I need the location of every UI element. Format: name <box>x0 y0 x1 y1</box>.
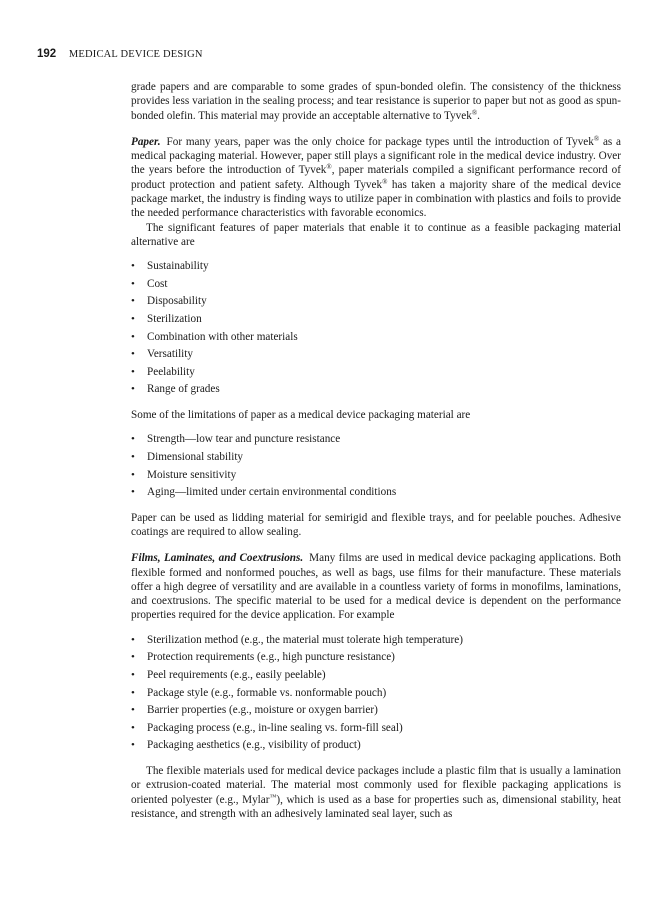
list-item <box>131 737 621 755</box>
bullet-icon: • <box>131 277 135 290</box>
list-item-text: Aging—limited under certain environmental conditions <box>147 486 397 499</box>
list-item <box>131 720 621 738</box>
section-heading-paper: Paper. <box>131 135 161 148</box>
bullet-icon: • <box>131 383 135 396</box>
bullet-icon: • <box>131 739 135 752</box>
bullet-icon: • <box>131 721 135 734</box>
bullet-icon: • <box>131 313 135 326</box>
section-heading-films: Films, Laminates, and Coextrusions. <box>131 552 304 565</box>
list-item-text: Versatility <box>147 348 193 361</box>
list-item-text: Sterilization <box>147 313 202 326</box>
paragraph-limitations-intro: Some of the limitations of paper as a medical device packaging material are <box>131 409 471 422</box>
list-item <box>131 311 621 329</box>
list-item <box>131 702 621 720</box>
bullet-icon: • <box>131 486 135 499</box>
list-item <box>131 685 621 703</box>
bullet-icon: • <box>131 704 135 717</box>
running-head <box>37 47 637 62</box>
list-item <box>131 364 621 382</box>
list-item <box>131 258 621 276</box>
running-title: MEDICAL DEVICE DESIGN <box>68 49 203 60</box>
bullet-icon: • <box>131 686 135 699</box>
list-item <box>131 381 621 399</box>
paragraph-films-text: Many films are used in medical device packaging applications. Both flexible formed and nonformed pouches, as well as bags, use films for their manufacture. These materials offer a high degree of versatility and are available in a countless variety of forms in monofilms, laminations, and coextrusions. The specific material to be used for a medical device is dependent on the performance properties required for the device application. For example <box>131 552 621 622</box>
list-item <box>131 467 621 485</box>
bullet-icon: • <box>131 651 135 664</box>
list-item-text: Dimensional stability <box>147 450 244 463</box>
bullet-icon: • <box>131 633 135 646</box>
paragraph-paper <box>131 135 621 221</box>
paragraph-features-intro: The significant features of paper materials that enable it to continue as a feasible packaging material alternative are <box>131 221 621 248</box>
list-item-text: Protection requirements (e.g., high puncture resistance) <box>147 651 395 664</box>
list-item <box>131 632 621 650</box>
body-text <box>131 80 621 821</box>
paragraph-films <box>131 551 621 622</box>
list-item <box>131 276 621 294</box>
list-item-text: Sustainability <box>147 260 209 273</box>
list-item <box>131 431 621 449</box>
paragraph-flexible-materials: The flexible materials used for medical device packages include a plastic film that is usually a lamination or extrusion-coated material. The material most commonly used for flexible packaging applications is oriented polyester (e.g., Mylar™), which is used as a base for properties such as, dimensional stability, heat resistance, and strength with an adhesively laminated seal layer, such as <box>131 764 621 820</box>
list-item-text: Peel requirements (e.g., easily peelable) <box>147 668 326 681</box>
bullet-icon: • <box>131 260 135 273</box>
list-item-text: Combination with other materials <box>147 330 298 343</box>
bullet-icon: • <box>131 365 135 378</box>
list-item-text: Sterilization method (e.g., the material must tolerate high temperature) <box>147 633 463 646</box>
bullet-icon: • <box>131 433 135 446</box>
bullet-icon: • <box>131 450 135 463</box>
list-item-text: Cost <box>147 277 168 290</box>
list-item-text: Range of grades <box>147 383 220 396</box>
bullet-icon: • <box>131 468 135 481</box>
list-item-text: Peelability <box>147 365 195 378</box>
list-item <box>131 667 621 685</box>
list-item <box>131 649 621 667</box>
list-item-text: Packaging process (e.g., in-line sealing vs. form-fill seal) <box>147 721 403 734</box>
list-item-text: Barrier properties (e.g., moisture or oxygen barrier) <box>147 704 378 717</box>
bullet-icon: • <box>131 295 135 308</box>
features-list <box>131 258 621 399</box>
list-item-text: Package style (e.g., formable vs. nonformable pouch) <box>147 686 387 699</box>
page-number: 192 <box>37 48 57 60</box>
list-item <box>131 484 621 502</box>
paragraph-continuation: grade papers and are comparable to some grades of spun-bonded olefin. The consistency of the thickness provides less variation in the sealing process; and tear resistance is superior to paper but not as good as spun-bonded olefin. This material may provide an acceptable alternative to Tyvek®. <box>131 81 621 122</box>
list-item-text: Disposability <box>147 295 207 308</box>
bullet-icon: • <box>131 330 135 343</box>
list-item <box>131 329 621 347</box>
paragraph-lidding: Paper can be used as lidding material for semirigid and flexible trays, and for peelable pouches. Adhesive coatings are required to allow sealing. <box>131 511 621 538</box>
bullet-icon: • <box>131 348 135 361</box>
list-item-text: Strength—low tear and puncture resistance <box>147 433 341 446</box>
paragraph-paper-text: For many years, paper was the only choice for package types until the introduction of Tyvek® as a medical packaging material. However, paper still plays a significant role in the medical device industry. Over the years before the introduction of Tyvek®, paper materials compiled a significant performance record of product protection and patient safety. Although Tyvek® has taken a majority share of the medical device package market, the industry is finding ways to utilize paper in combination with plastics and foils to provide the needed performance characteristics with favorable economics. <box>131 134 621 220</box>
list-item <box>131 293 621 311</box>
list-item <box>131 449 621 467</box>
limitations-list <box>131 431 621 501</box>
requirements-list <box>131 632 621 755</box>
bullet-icon: • <box>131 668 135 681</box>
list-item <box>131 346 621 364</box>
list-item-text: Packaging aesthetics (e.g., visibility of product) <box>147 739 361 752</box>
list-item-text: Moisture sensitivity <box>147 468 237 481</box>
